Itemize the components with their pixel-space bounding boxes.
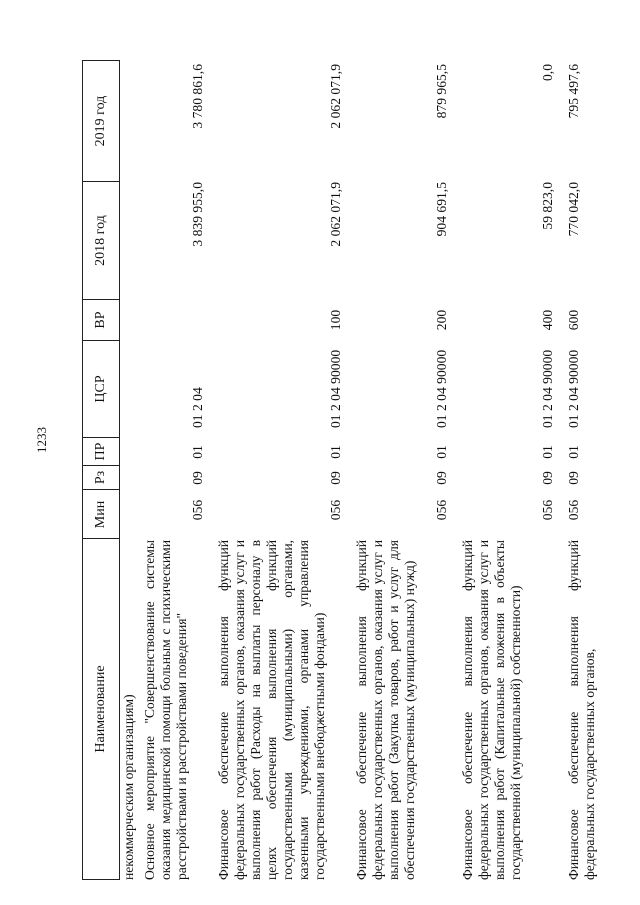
row-vr: 200 (434, 309, 449, 331)
row-rz: 09 (434, 471, 449, 485)
row-rz: 09 (328, 471, 343, 485)
table-row (354, 60, 450, 880)
row-csr: 01 2 04 90000 (434, 349, 449, 428)
row-2018: 770 042,0 (566, 182, 581, 237)
row-name: Финансовое обеспечение выполнения функций федеральных государственных органов, оказания услуг и выполнения работ (Расходы на выплаты персоналу в целях обеспечения выполнения функций государственными (муниципальными) органами, казенными учреждениями, органами управления государственными внебюджетными фондами) (216, 540, 327, 880)
column-header-pr: ПР (82, 437, 120, 465)
column-header-min: Мин (82, 489, 120, 539)
row-csr: 01 2 04 (190, 387, 205, 428)
row-2018: 3 839 955,0 (190, 182, 205, 247)
row-name: Финансовое обеспечение выполнения функций федеральных государственных органов, оказания услуг и выполнения работ (Закупка товаров, работ и услуг для обеспечения государственных (муниципальных) нужд) (354, 540, 417, 880)
row-2018: 59 823,0 (540, 182, 555, 230)
row-name: Основное мероприятие "Совершенствование системы оказания медицинской помощи больным с психическими расстройствами и расстройствами поведения" (142, 540, 189, 880)
row-2019: 0,0 (540, 64, 555, 81)
row-min: 056 (540, 499, 555, 521)
column-header-csr: ЦСР (82, 340, 120, 437)
row-2018: 904 691,5 (434, 182, 449, 237)
row-rz: 09 (190, 471, 205, 485)
column-header-name: Наименование (82, 538, 120, 880)
table-row (566, 60, 598, 880)
row-csr: 01 2 04 90000 (566, 349, 581, 428)
row-csr: 01 2 04 90000 (328, 349, 343, 428)
column-header-2019: 2019 год (82, 60, 120, 181)
page-number: 1233 (34, 427, 49, 453)
row-pr: 01 (190, 445, 205, 459)
row-name: Финансовое обеспечение выполнения функций федеральных государственных органов, (566, 540, 597, 880)
row-csr: 01 2 04 90000 (540, 349, 555, 428)
table-row (142, 60, 206, 880)
row-2019: 3 780 861,6 (190, 64, 205, 129)
row-pr: 01 (434, 445, 449, 459)
table-row (216, 60, 344, 880)
row-2019: 879 965,5 (434, 64, 449, 119)
column-header-2018: 2018 год (82, 181, 120, 299)
row-2019: 2 062 071,9 (328, 64, 343, 129)
row-pr: 01 (328, 445, 343, 459)
row-vr: 400 (540, 309, 555, 331)
row-2018: 2 062 071,9 (328, 182, 343, 247)
row-rz: 09 (566, 471, 581, 485)
row-pr: 01 (540, 445, 555, 459)
continued-text: некоммерческим организациям) (121, 694, 136, 880)
row-min: 056 (566, 499, 581, 521)
column-header-vr: ВР (82, 299, 120, 340)
table-row (460, 60, 556, 880)
row-name: Финансовое обеспечение выполнения функций федеральных государственных органов, оказания услуг и выполнения работ (Капитальные вложения в объекты государственной (муниципальной) собственности) (460, 540, 523, 880)
row-2019: 795 497,6 (566, 64, 581, 119)
row-min: 056 (190, 499, 205, 521)
row-min: 056 (434, 499, 449, 521)
row-rz: 09 (540, 471, 555, 485)
column-header-rz: Рз (82, 465, 120, 489)
row-vr: 600 (566, 309, 581, 331)
budget-table (82, 60, 602, 880)
row-min: 056 (328, 499, 343, 521)
row-pr: 01 (566, 445, 581, 459)
row-vr: 100 (328, 309, 343, 331)
